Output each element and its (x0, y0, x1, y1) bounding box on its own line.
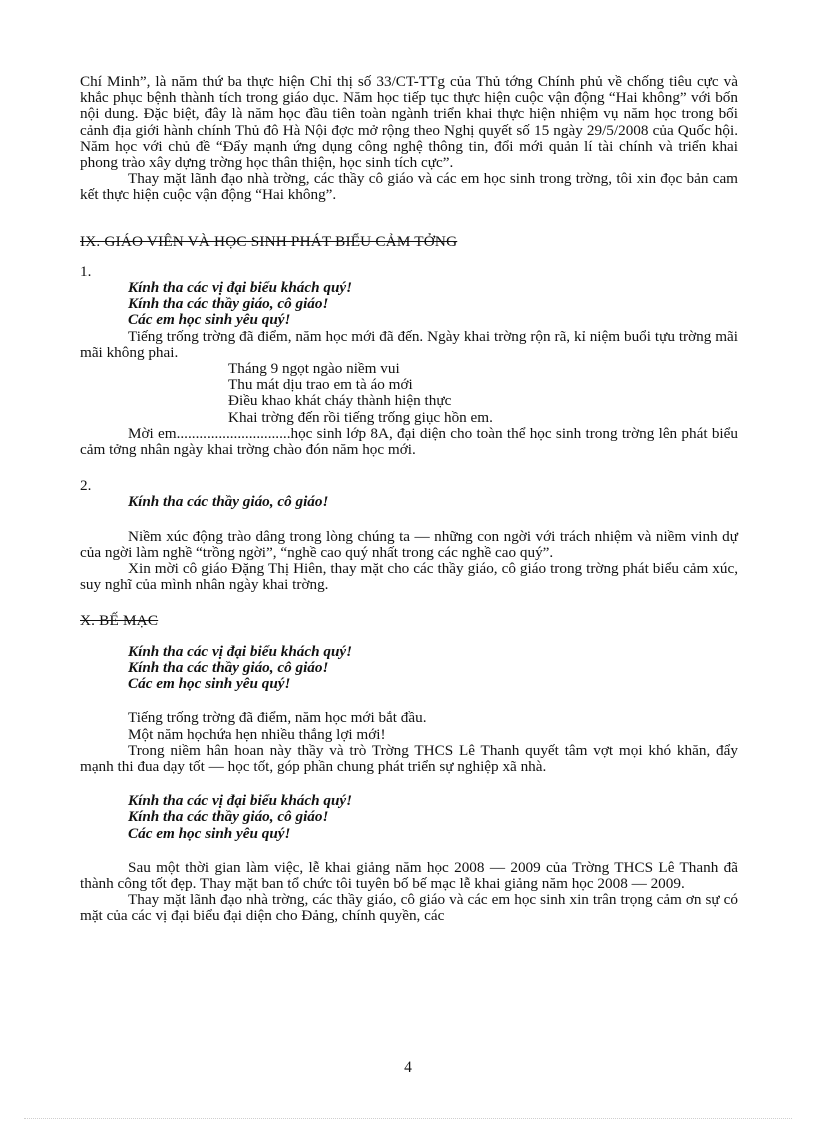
closing-thanks: Thay mặt lãnh đạo nhà trờng, các thầy giáo, cô giáo và các em học sinh xin trân trọng cảm ơn sự có mặt của các vị đại biểu đại diện cho Đảng, chính quyền, các (80, 891, 738, 925)
greeting-guests: Kính tha các vị đại biểu khách quý! (128, 792, 353, 810)
section-10-heading: X. BẾ MẠC (80, 612, 159, 630)
poem-line: Khai trờng đến rồi tiếng trống giục hồn em. (228, 408, 493, 426)
closing-declaration: Sau một thời gian làm việc, lễ khai giảng năm học 2008 — 2009 của Trờng THCS Lê Thanh đã thành công tốt đẹp. Thay mặt ban tổ chức tôi tuyên bố bế mạc lễ khai giảng năm học 2008 — 2009. (80, 858, 738, 892)
part-1-invitation: Mời em..............................học sinh lớp 8A, đại diện cho toàn thể học sinh trong trờng lên phát biểu cảm tởng nhân ngày khai trờng chào đón năm học mới. (80, 424, 738, 459)
intro-commitment-paragraph: Thay mặt lãnh đạo nhà trờng, các thầy cô giáo và các em học sinh trong trờng, tôi xin đọc bản cam kết thực hiện cuộc vận động “Hai không”. (80, 170, 738, 204)
part-1-number: 1. (80, 262, 92, 280)
greeting-teachers: Kính tha các thầy giáo, cô giáo! (128, 658, 329, 676)
part-1-paragraph: Tiếng trống trờng đã điểm, năm học mới đã đến. Ngày khai trờng rộn rã, kỉ niệm buổi tựu trờng mãi mãi không phai. (80, 327, 738, 361)
page-bottom-divider (24, 1118, 792, 1119)
part-2-paragraph: Niềm xúc động trào dâng trong lòng chúng ta — những con ngời với trách nhiệm và niềm vinh dự của ngời làm nghề “trồng ngời”, “nghề cao quý nhất trong các nghề cao quý”. (80, 527, 738, 561)
greeting-students: Các em học sinh yêu quý! (128, 311, 291, 329)
greeting-guests: Kính tha các vị đại biểu khách quý! (128, 279, 353, 297)
greeting-teachers: Kính tha các thầy giáo, cô giáo! (128, 808, 329, 826)
closing-paragraph: Trong niềm hân hoan này thầy và trò Trờng THCS Lê Thanh quyết tâm vợt mọi khó khăn, đẩy mạnh thi đua dạy tốt — học tốt, góp phần chung phát triển sự nghiệp xã nhà. (80, 741, 738, 775)
section-9-heading: IX. GIÁO VIÊN VÀ HỌC SINH PHÁT BIỂU CẢM TỞNG (80, 232, 458, 250)
poem-line: Điều khao khát cháy thành hiện thực (228, 392, 452, 410)
greeting-teachers: Kính tha các thầy giáo, cô giáo! (128, 493, 329, 511)
closing-line: Tiếng trống trờng đã điểm, năm học mới bắt đầu. (128, 709, 427, 727)
poem-line: Thu mát dịu trao em tà áo mới (228, 376, 413, 394)
part-2-number: 2. (80, 477, 92, 495)
intro-paragraph: Chí Minh”, là năm thứ ba thực hiện Chỉ thị số 33/CT-TTg của Thủ tớng Chính phủ về chống tiêu cực và khắc phục bệnh thành tích trong giáo dục. Năm học tiếp tục thực hiện cuộc vận động “Hai không” với bốn nội dung. Đặc biệt, đây là năm học đầu tiên toàn ngành triển khai thực hiện nhiệm vụ năm học trong bối cảnh địa giới hành chính Thủ đô Hà Nội đợc mở rộng theo Nghị quyết số 15 ngày 29/5/2008 của Quốc hội. Năm học với chủ đề “Đẩy mạnh ứng dụng công nghệ thông tin, đổi mới quản lí tài chính và triển khai phong trào xây dựng trờng học thân thiện, học sinh tích cực”. (80, 73, 738, 172)
poem-line: Tháng 9 ngọt ngào niềm vui (228, 360, 400, 378)
greeting-students: Các em học sinh yêu quý! (128, 824, 291, 842)
page-number: 4 (404, 1059, 412, 1076)
greeting-teachers: Kính tha các thầy giáo, cô giáo! (128, 295, 329, 313)
part-2-invitation: Xin mời cô giáo Đặng Thị Hiên, thay mặt cho các thầy giáo, cô giáo trong trờng phát biểu cảm xúc, suy nghĩ của mình nhân ngày khai trờng. (80, 560, 738, 594)
document-body (80, 74, 738, 925)
closing-line: Một năm họchứa hẹn nhiều thắng lợi mới! (128, 725, 386, 743)
greeting-guests: Kính tha các vị đại biểu khách quý! (128, 642, 353, 660)
greeting-students: Các em học sinh yêu quý! (128, 675, 291, 693)
